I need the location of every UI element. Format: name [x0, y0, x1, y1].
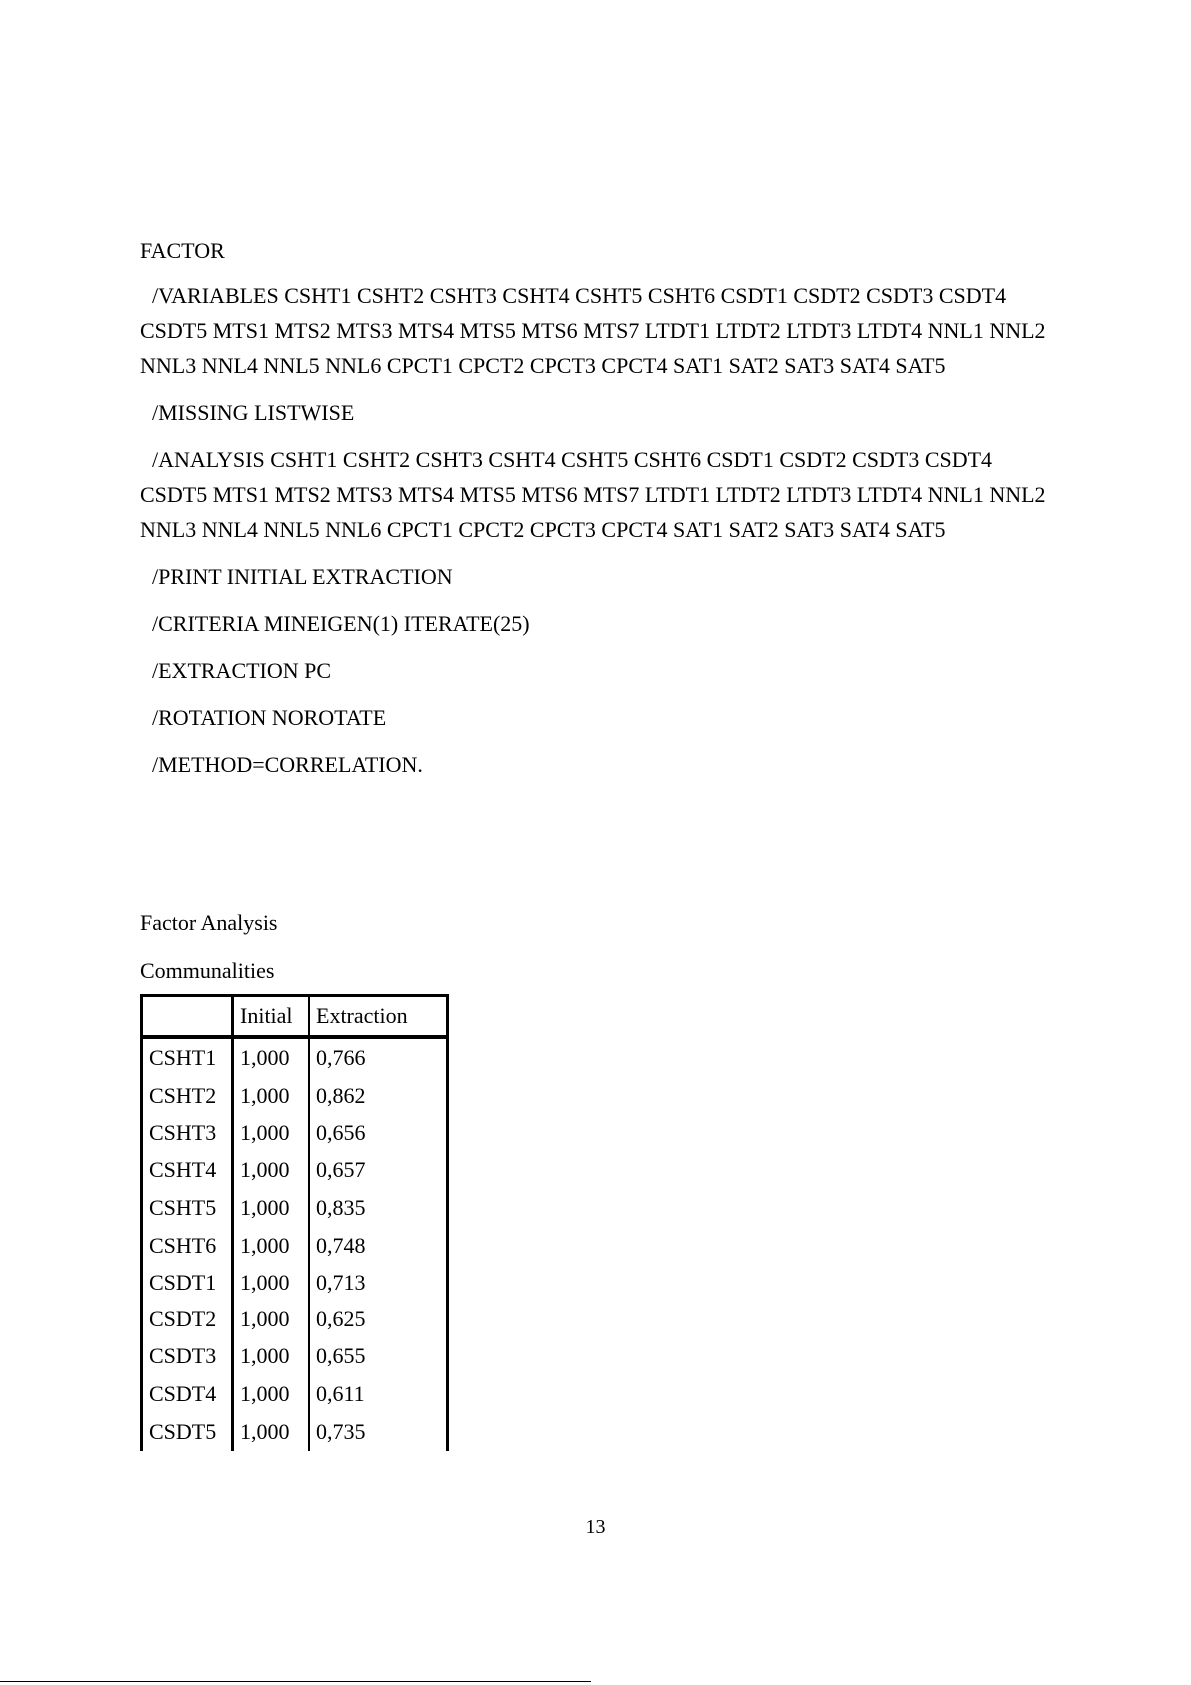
cell-initial: 1,000	[233, 1413, 310, 1451]
table-row	[142, 1265, 448, 1301]
syntax-command: FACTOR	[140, 238, 225, 263]
syntax-analysis: /ANALYSIS CSHT1 CSHT2 CSHT3 CSHT4 CSHT5 CSHT6 CSDT1 CSDT2 CSDT3 CSDT4 CSDT5 MTS1 MTS2 MTS3 MTS4 MTS5 MTS6 MTS7 LTDT1 LTDT2 LTDT3 LTDT4 NNL1 NNL2 NNL3 NNL4 NNL5 NNL6 CPCT1 CPCT2 CPCT3 CPCT4 SAT1 SAT2 SAT3 SAT4 SAT5	[140, 447, 1052, 542]
cell-initial: 1,000	[233, 1189, 310, 1227]
cell-extraction: 0,862	[309, 1077, 448, 1115]
page-number: 13	[585, 1516, 606, 1538]
cell-variable: CSDT4	[142, 1375, 233, 1413]
cell-initial: 1,000	[233, 1037, 310, 1077]
table-row	[142, 1337, 448, 1375]
cell-initial: 1,000	[233, 1265, 310, 1301]
table-row	[142, 1375, 448, 1413]
cell-variable: CSHT3	[142, 1115, 233, 1151]
syntax-rotation: /ROTATION NOROTATE	[152, 705, 387, 730]
syntax-extraction: /EXTRACTION PC	[152, 658, 332, 683]
cell-initial: 1,000	[233, 1115, 310, 1151]
syntax-criteria: /CRITERIA MINEIGEN(1) ITERATE(25)	[152, 611, 530, 636]
table-title: Communalities	[140, 958, 275, 983]
cell-extraction: 0,655	[309, 1337, 448, 1375]
table-row	[142, 1413, 448, 1451]
table-row	[142, 1115, 448, 1151]
cell-variable: CSHT5	[142, 1189, 233, 1227]
header-cell-initial: Initial	[233, 996, 310, 1038]
header-cell-variable	[142, 996, 233, 1038]
cell-variable: CSHT4	[142, 1151, 233, 1189]
cell-variable: CSDT1	[142, 1265, 233, 1301]
cell-initial: 1,000	[233, 1077, 310, 1115]
cell-extraction: 0,625	[309, 1301, 448, 1337]
spss-syntax-block	[140, 233, 1060, 794]
cell-variable: CSHT2	[142, 1077, 233, 1115]
syntax-missing: /MISSING LISTWISE	[152, 400, 355, 425]
table-row	[142, 1301, 448, 1337]
table-row	[142, 1189, 448, 1227]
cell-extraction: 0,713	[309, 1265, 448, 1301]
cell-initial: 1,000	[233, 1301, 310, 1337]
cell-initial: 1,000	[233, 1151, 310, 1189]
table-row	[142, 1151, 448, 1189]
footnote-divider	[0, 1681, 591, 1682]
output-title: Factor Analysis	[140, 910, 278, 935]
syntax-variables: /VARIABLES CSHT1 CSHT2 CSHT3 CSHT4 CSHT5 CSHT6 CSDT1 CSDT2 CSDT3 CSDT4 CSDT5 MTS1 MTS2 MTS3 MTS4 MTS5 MTS6 MTS7 LTDT1 LTDT2 LTDT3 LTDT4 NNL1 NNL2 NNL3 NNL4 NNL5 NNL6 CPCT1 CPCT2 CPCT3 CPCT4 SAT1 SAT2 SAT3 SAT4 SAT5	[140, 283, 1052, 378]
cell-extraction: 0,835	[309, 1189, 448, 1227]
table-row	[142, 1037, 448, 1077]
cell-variable: CSDT2	[142, 1301, 233, 1337]
cell-initial: 1,000	[233, 1227, 310, 1265]
cell-extraction: 0,748	[309, 1227, 448, 1265]
cell-extraction: 0,611	[309, 1375, 448, 1413]
table-row	[142, 1227, 448, 1265]
cell-variable: CSDT5	[142, 1413, 233, 1451]
cell-initial: 1,000	[233, 1375, 310, 1413]
cell-extraction: 0,766	[309, 1037, 448, 1077]
cell-variable: CSHT6	[142, 1227, 233, 1265]
cell-extraction: 0,657	[309, 1151, 448, 1189]
cell-extraction: 0,656	[309, 1115, 448, 1151]
cell-initial: 1,000	[233, 1337, 310, 1375]
header-cell-extraction: Extraction	[309, 996, 448, 1038]
syntax-method: /METHOD=CORRELATION.	[152, 752, 423, 777]
cell-extraction: 0,735	[309, 1413, 448, 1451]
table-row	[142, 1077, 448, 1115]
table-header-row	[142, 996, 448, 1038]
syntax-print: /PRINT INITIAL EXTRACTION	[152, 564, 453, 589]
communalities-table	[140, 994, 449, 1451]
cell-variable: CSHT1	[142, 1037, 233, 1077]
cell-variable: CSDT3	[142, 1337, 233, 1375]
